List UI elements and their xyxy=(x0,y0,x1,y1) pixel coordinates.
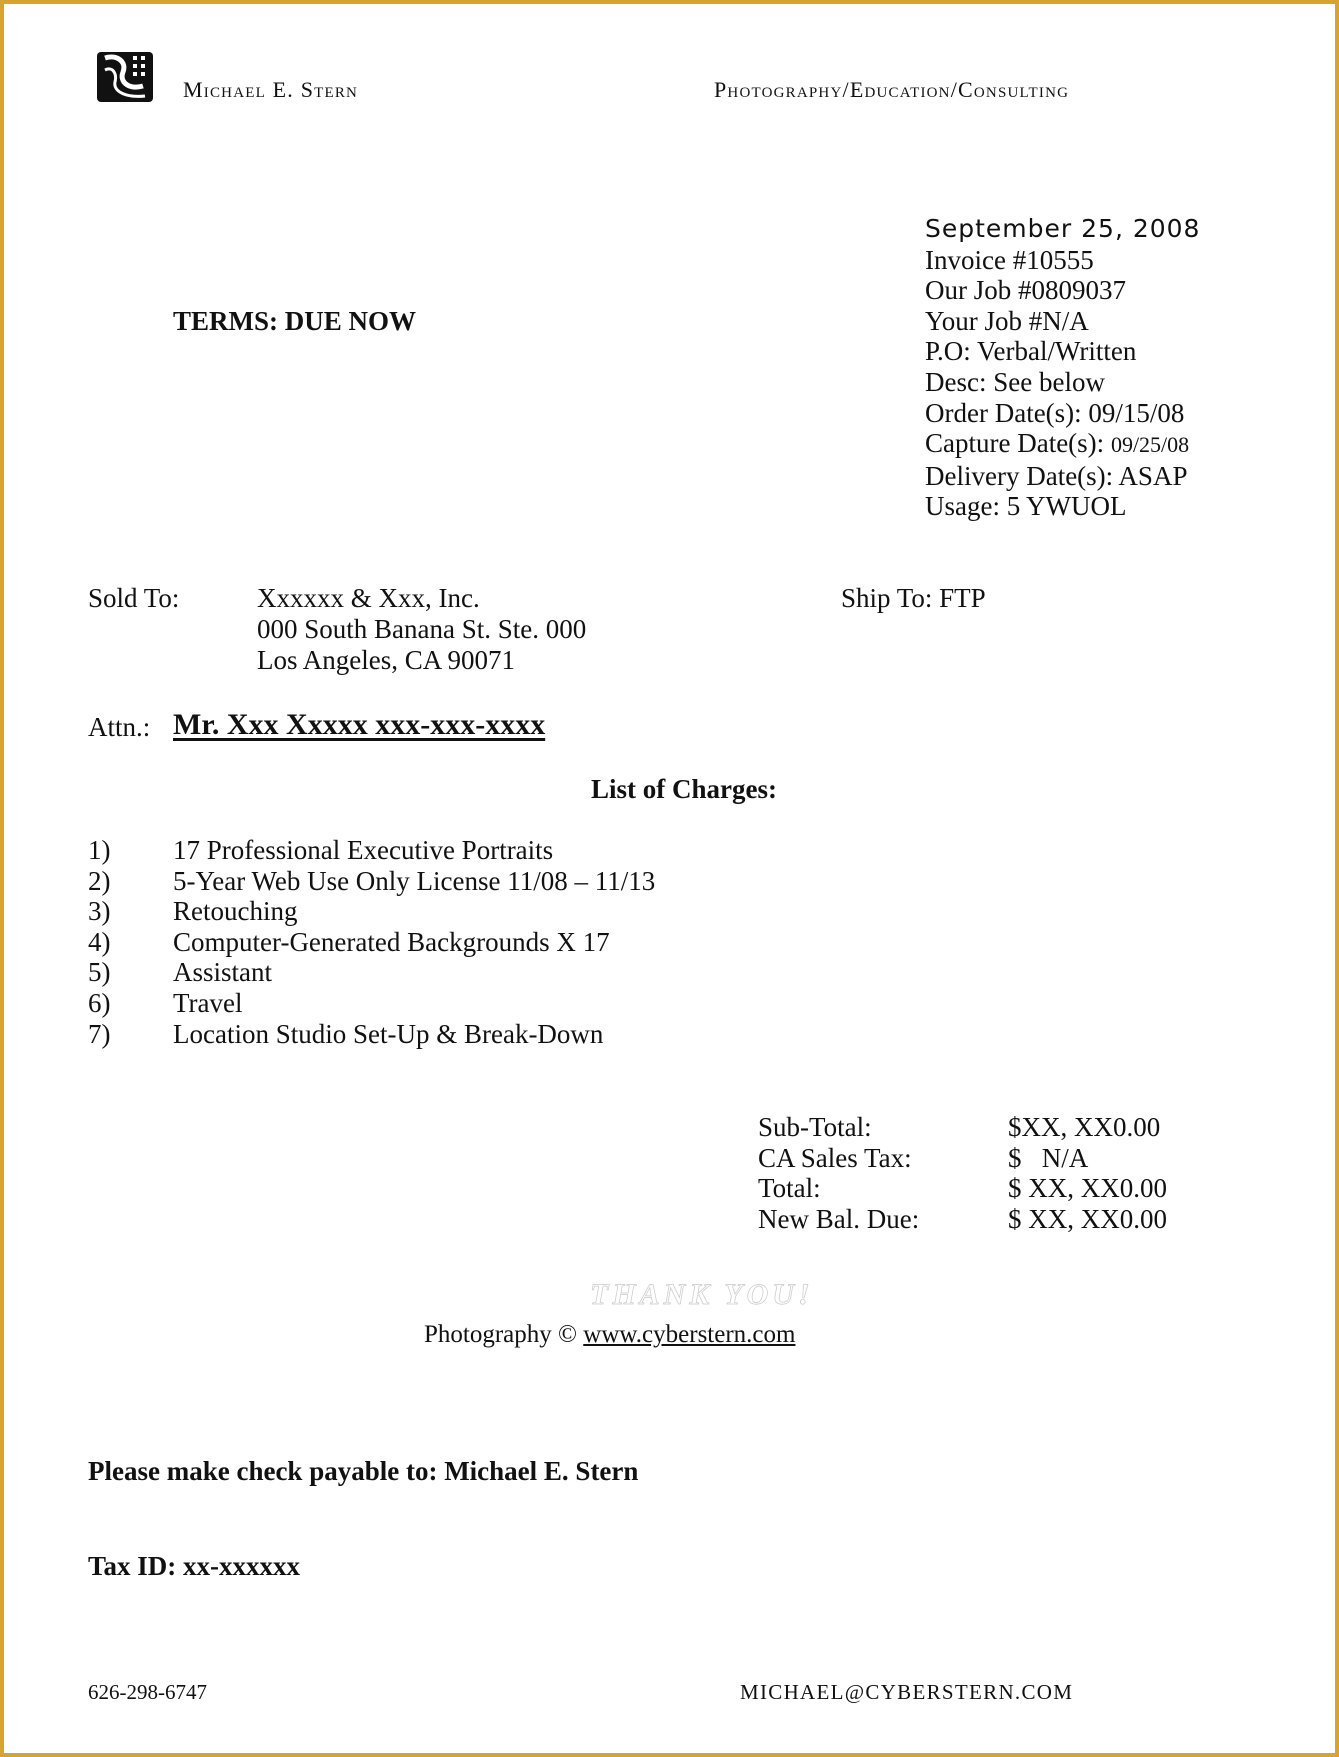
totals-row xyxy=(758,1204,1167,1235)
subtotal-value: $XX, XX0.00 xyxy=(1008,1112,1161,1142)
sales-tax-label: CA Sales Tax: xyxy=(758,1142,912,1173)
sales-tax-value: $ N/A xyxy=(1008,1142,1089,1173)
sold-to-street: 000 South Banana St. Ste. 000 xyxy=(257,614,587,644)
totals-row xyxy=(758,1173,1167,1204)
list-item xyxy=(88,927,655,958)
charges-title: List of Charges: xyxy=(591,774,777,804)
item-number: 5) xyxy=(88,957,111,988)
film-strip-logo-icon xyxy=(97,52,153,102)
item-number: 7) xyxy=(88,1018,111,1049)
tax-id: Tax ID: xx-xxxxxx xyxy=(88,1551,301,1581)
description: Desc: See below xyxy=(925,366,1105,397)
delivery-dates: Delivery Date(s): ASAP xyxy=(925,460,1188,491)
credit-prefix: Photography © xyxy=(424,1321,584,1348)
list-item xyxy=(88,988,655,1019)
totals-row xyxy=(758,1143,1167,1174)
list-item xyxy=(88,866,655,897)
totals-row xyxy=(758,1112,1167,1143)
list-item xyxy=(88,957,655,988)
sold-to-company: Xxxxxx & Xxx, Inc. xyxy=(257,583,480,613)
item-text: Location Studio Set-Up & Break-Down xyxy=(173,1018,604,1049)
sold-to-city: Los Angeles, CA 90071 xyxy=(257,645,516,675)
order-dates: Order Date(s): 09/15/08 xyxy=(925,397,1185,428)
capture-dates-label: Capture Date(s): xyxy=(925,428,1111,459)
item-number: 1) xyxy=(88,835,111,865)
list-item xyxy=(88,1019,655,1050)
charges-list xyxy=(88,835,655,1049)
item-number: 4) xyxy=(88,926,111,957)
item-text: 5-Year Web Use Only License 11/08 – 11/13 xyxy=(173,865,656,896)
brand-name: Michael E. Stern xyxy=(183,77,359,102)
balance-due-value: $ XX, XX0.00 xyxy=(1008,1203,1167,1234)
total-label: Total: xyxy=(758,1173,821,1204)
item-text: Assistant xyxy=(173,957,273,988)
sold-to-label: Sold To: xyxy=(88,583,180,613)
invoice-meta xyxy=(925,214,1200,522)
list-item xyxy=(88,896,655,927)
item-text: Travel xyxy=(173,987,243,1018)
terms: TERMS: DUE NOW xyxy=(173,306,417,336)
attn-label: Attn.: xyxy=(88,712,151,742)
ship-to: Ship To: FTP xyxy=(841,583,986,613)
item-text: Retouching xyxy=(173,896,298,927)
attn-contact: Mr. Xxx Xxxxx xxx-xxx-xxxx xyxy=(173,708,546,741)
sold-to-address xyxy=(257,583,586,676)
total-value: $ XX, XX0.00 xyxy=(1008,1173,1167,1204)
balance-due-label: New Bal. Due: xyxy=(758,1203,920,1234)
our-job: Our Job #0809037 xyxy=(925,275,1126,306)
brand-tagline: Photography/Education/Consulting xyxy=(714,77,1070,102)
footer-phone: 626-298-6747 xyxy=(88,1680,207,1704)
payable-to: Please make check payable to: Michael E. Stern xyxy=(88,1456,639,1486)
subtotal-label: Sub-Total: xyxy=(758,1112,872,1142)
website-link[interactable]: www.cyberstern.com xyxy=(583,1321,796,1348)
item-number: 3) xyxy=(88,896,111,927)
invoice-date: September 25, 2008 xyxy=(925,214,1201,243)
thank-you-text: THANK YOU! xyxy=(590,1278,814,1311)
totals xyxy=(758,1112,1167,1234)
item-text: Computer-Generated Backgrounds X 17 xyxy=(173,926,610,957)
item-text: 17 Professional Executive Portraits xyxy=(173,835,554,865)
footer-email: MICHAEL@CYBERSTERN.COM xyxy=(740,1680,1074,1704)
list-item xyxy=(88,835,655,866)
po: P.O: Verbal/Written xyxy=(925,336,1137,367)
item-number: 2) xyxy=(88,865,111,896)
usage: Usage: 5 YWUOL xyxy=(925,491,1127,522)
photo-credit xyxy=(424,1321,795,1349)
capture-dates-value: 09/25/08 xyxy=(1110,432,1190,458)
your-job: Your Job #N/A xyxy=(925,305,1089,336)
invoice-number: Invoice #10555 xyxy=(925,244,1094,275)
capture-dates xyxy=(925,428,1200,461)
item-number: 6) xyxy=(88,987,111,1018)
